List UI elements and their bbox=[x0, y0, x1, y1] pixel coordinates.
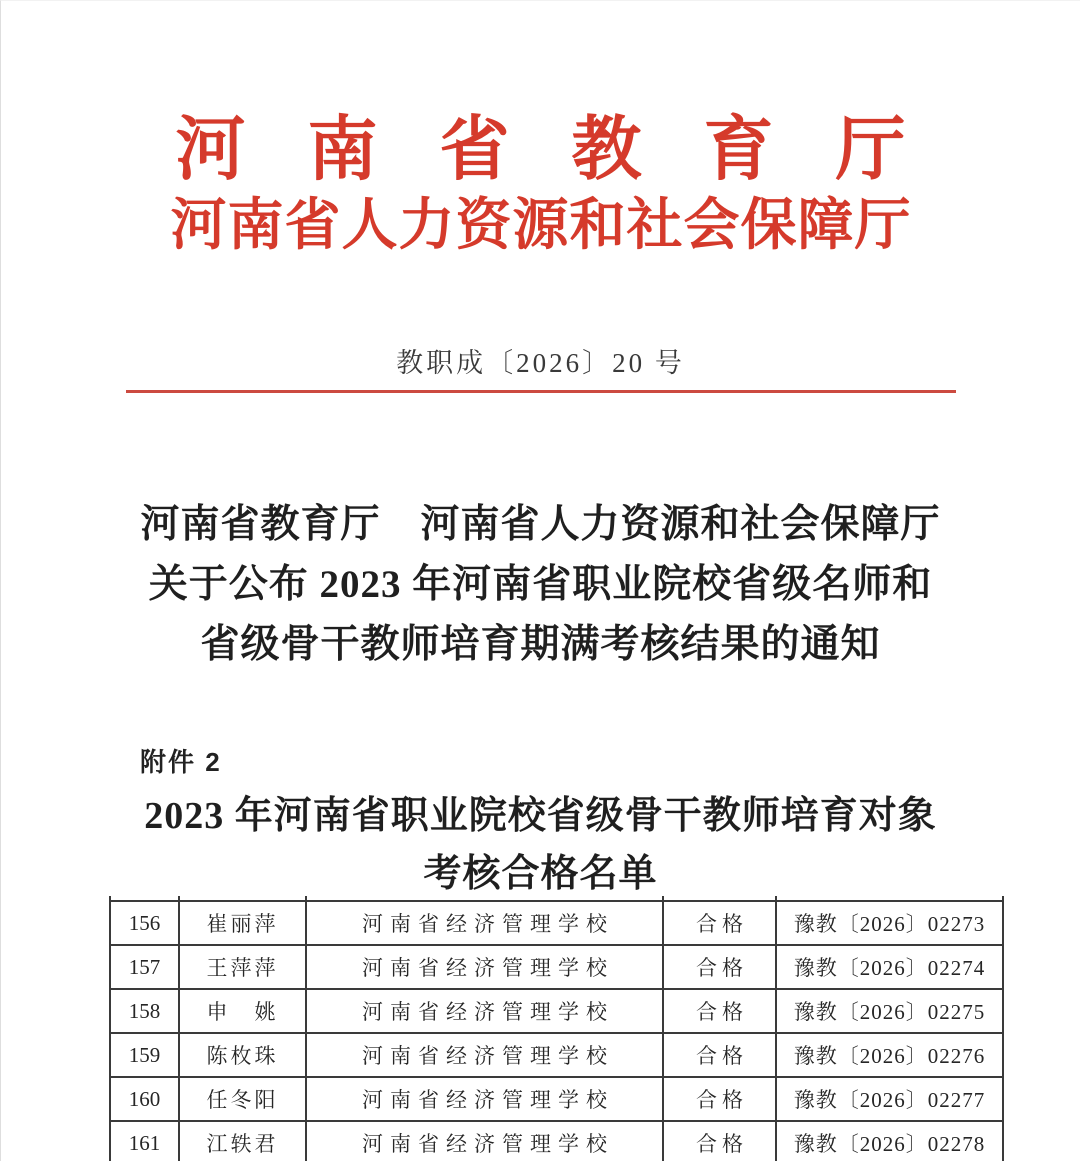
attachment-title bbox=[1, 787, 1080, 903]
attachment-title-line-2: 考核合格名单 bbox=[423, 853, 658, 895]
cell-certificate-number: 豫教〔2026〕02274 bbox=[776, 945, 1003, 989]
document-number: 教职成〔2026〕20 号 bbox=[396, 348, 685, 378]
cell-teacher-name: 崔丽萍 bbox=[179, 901, 306, 945]
notice-title-line-1: 河南省教育厅 河南省人力资源和社会保障厅 bbox=[140, 503, 941, 546]
table-row bbox=[110, 1077, 1003, 1121]
table-row bbox=[110, 1121, 1003, 1161]
cell-result: 合格 bbox=[663, 945, 776, 989]
attachment-title-line-1: 2023 年河南省职业院校省级骨干教师培育对象 bbox=[144, 795, 937, 837]
cell-result: 合格 bbox=[663, 1033, 776, 1077]
attachment-label: 附件 2 bbox=[140, 747, 222, 777]
cell-row-number: 159 bbox=[110, 1033, 179, 1077]
cell-result: 合格 bbox=[663, 1121, 776, 1161]
cell-teacher-name: 申 姚 bbox=[179, 989, 306, 1033]
notice-title-line-2: 关于公布 2023 年河南省职业院校省级名师和 bbox=[148, 563, 933, 606]
cell-certificate-number: 豫教〔2026〕02277 bbox=[776, 1077, 1003, 1121]
notice-title bbox=[1, 495, 1080, 675]
letterhead-divider-rule bbox=[126, 390, 956, 393]
cell-certificate-number: 豫教〔2026〕02273 bbox=[776, 901, 1003, 945]
cell-teacher-name: 陈枚珠 bbox=[179, 1033, 306, 1077]
cell-teacher-name: 王萍萍 bbox=[179, 945, 306, 989]
cell-school: 河南省经济管理学校 bbox=[306, 1077, 663, 1121]
cell-row-number: 158 bbox=[110, 989, 179, 1033]
cell-school: 河南省经济管理学校 bbox=[306, 945, 663, 989]
table-row bbox=[110, 1033, 1003, 1077]
cell-school: 河南省经济管理学校 bbox=[306, 1033, 663, 1077]
cell-row-number: 161 bbox=[110, 1121, 179, 1161]
cell-result: 合格 bbox=[663, 989, 776, 1033]
notice-title-line-3: 省级骨干教师培育期满考核结果的通知 bbox=[200, 623, 881, 666]
cell-result: 合格 bbox=[663, 1077, 776, 1121]
table-row bbox=[110, 989, 1003, 1033]
cell-school: 河南省经济管理学校 bbox=[306, 989, 663, 1033]
letterhead-agency-1: 河南省教育厅 bbox=[175, 112, 968, 189]
letterhead-agency-2: 河南省人力资源和社会保障厅 bbox=[170, 195, 912, 257]
cell-school: 河南省经济管理学校 bbox=[306, 1121, 663, 1161]
cell-teacher-name: 江轶君 bbox=[179, 1121, 306, 1161]
cell-certificate-number: 豫教〔2026〕02278 bbox=[776, 1121, 1003, 1161]
cell-teacher-name: 任冬阳 bbox=[179, 1077, 306, 1121]
cell-certificate-number: 豫教〔2026〕02275 bbox=[776, 989, 1003, 1033]
cell-row-number: 157 bbox=[110, 945, 179, 989]
cell-school: 河南省经济管理学校 bbox=[306, 901, 663, 945]
qualified-roster-table bbox=[109, 896, 1004, 1161]
cell-certificate-number: 豫教〔2026〕02276 bbox=[776, 1033, 1003, 1077]
table-row bbox=[110, 901, 1003, 945]
cell-row-number: 156 bbox=[110, 901, 179, 945]
cell-row-number: 160 bbox=[110, 1077, 179, 1121]
cell-result: 合格 bbox=[663, 901, 776, 945]
table-row bbox=[110, 945, 1003, 989]
